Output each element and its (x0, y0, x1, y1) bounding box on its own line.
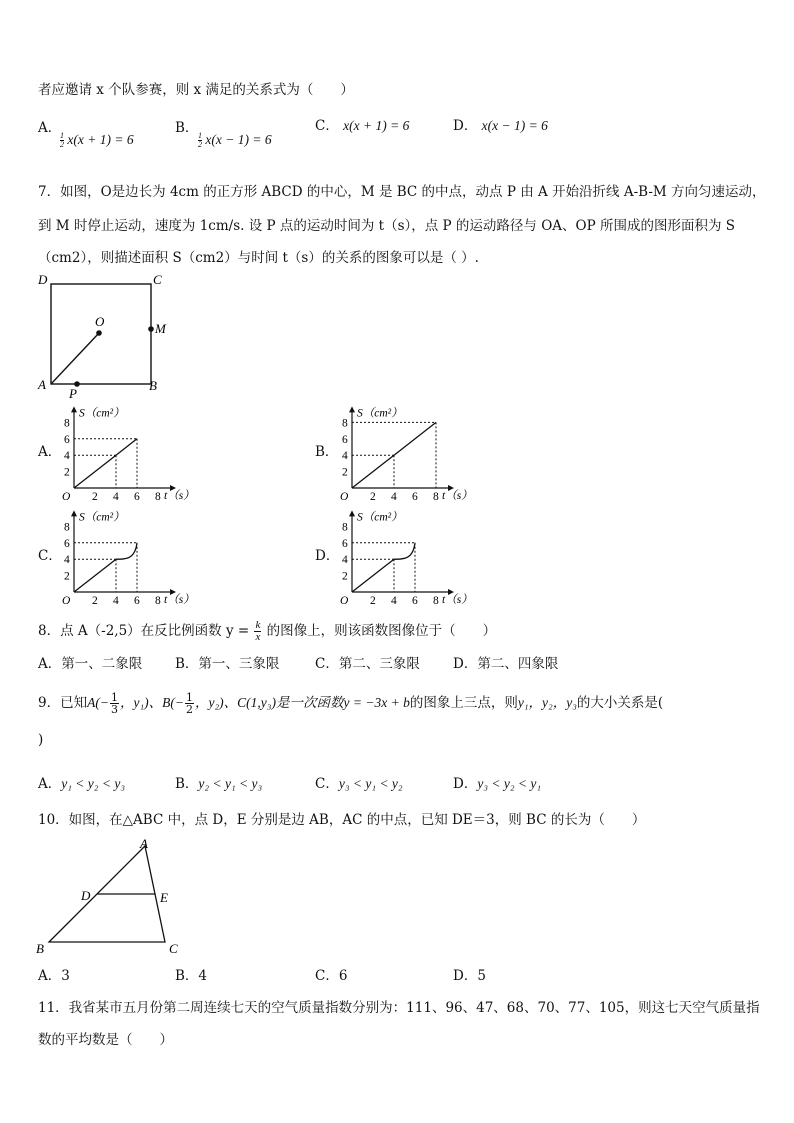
x-tick-label-2: 2 (370, 491, 376, 503)
origin-label: O (340, 595, 349, 607)
y-axis-arrow (71, 510, 77, 516)
y-tick-label-4: 4 (342, 450, 348, 463)
q10-stem: 10．如图，在△ABC 中，点 D，E 分别是边 AB，AC 的中点，已知 DE＝3，则 BC 的长为（ ） (38, 812, 646, 828)
q6-option-d-expr: x(x − 1) = 6 (481, 118, 548, 133)
q11-line-2: 数的平均数是（ ） (38, 1032, 173, 1048)
y-tick-label-2: 2 (64, 570, 70, 583)
q6-option-b-letter: B． (175, 120, 199, 136)
x-axis-label: t（s） (164, 490, 195, 502)
series-line-curve (394, 543, 415, 559)
y-tick-label-8: 8 (342, 417, 348, 430)
x-tick-label-8: 8 (155, 491, 161, 503)
q9-option-d: D．y₃ < y₂ < y₁ (453, 776, 542, 792)
label-d: D (38, 272, 48, 287)
x-axis-label: t（s） (442, 594, 473, 606)
q6-option-a-expr: $\frac{1}{2}$ x(x + 1) = 6 (60, 131, 134, 150)
label-a: A (38, 377, 46, 392)
q10-option-d: D．5 (453, 968, 486, 984)
q9-close-paren: ) (38, 732, 44, 748)
q6-stem-tail: 者应邀请 x 个队参赛，则 x 满足的关系式为（ ） (38, 82, 354, 98)
q8-fraction: $\frac{k}{x}$ (255, 619, 261, 643)
q7-line-2: 到 M 时停止运动，速度为 1cm/s. 设 P 点的运动时间为 t（s），点 P 的运动路径与 OA、OP 所围成的图形面积为 S (38, 218, 736, 234)
q6-option-d-letter: D． (453, 118, 478, 134)
y-tick-label-8: 8 (64, 417, 70, 430)
q9-option-a: A．y₁ < y₂ < y₃ (38, 776, 126, 792)
label-e: E (160, 890, 168, 905)
q10-triangle-figure (36, 836, 196, 962)
y-tick-label-6: 6 (64, 537, 70, 550)
label-b: B (36, 941, 44, 956)
y-tick-label-8: 8 (64, 521, 70, 534)
q7-graph-d (334, 500, 484, 610)
segment-oa (51, 333, 99, 384)
x-tick-label-4: 4 (391, 491, 397, 503)
q7-line-3: （cm2），则描述面积 S（cm2）与时间 t（s）的关系的图象可以是（ ）. (38, 250, 479, 266)
label-c: C (169, 941, 178, 956)
q6-option-c (315, 118, 409, 134)
y-tick-label-4: 4 (342, 554, 348, 567)
q9-option-c: C．y₃ < y₁ < y₂ (315, 776, 403, 792)
y-tick-label-6: 6 (342, 537, 348, 550)
y-axis-label: S（cm²） (357, 511, 403, 524)
origin-label: O (340, 491, 349, 503)
x-tick-label-6: 6 (412, 491, 418, 503)
q8-stem (38, 620, 496, 643)
q7-graph-b (334, 396, 484, 506)
x-tick-label-8: 8 (433, 595, 439, 607)
x-tick-label-4: 4 (391, 595, 397, 607)
q7-option-a-letter: A． (38, 444, 62, 460)
y-tick-label-4: 4 (64, 450, 70, 463)
x-tick-label-2: 2 (92, 491, 98, 503)
label-b: B (149, 378, 157, 393)
label-m: M (155, 321, 166, 336)
y-tick-label-6: 6 (64, 433, 70, 446)
origin-label: O (62, 491, 71, 503)
point-o (96, 330, 102, 336)
x-axis-label: t（s） (442, 490, 473, 502)
y-tick-label-2: 2 (64, 466, 70, 479)
x-tick-label-2: 2 (92, 595, 98, 607)
q8-option-b: B．第一、三象限 (175, 656, 280, 672)
q6-option-c-expr: x(x + 1) = 6 (343, 118, 410, 133)
y-axis-label: S（cm²） (79, 407, 125, 420)
series-line-curve (116, 543, 137, 559)
q7-option-c-letter: C． (38, 548, 62, 564)
q8-option-c: C．第二、三象限 (315, 656, 420, 672)
q11-line-1: 11．我省某市五月份第二周连续七天的空气质量指数分别为：111、96、47、68、70、77、105，则这七天空气质量指 (38, 1000, 760, 1016)
q7-square-figure (36, 272, 176, 398)
q9-option-b: B．y₂ < y₁ < y₃ (175, 776, 263, 792)
q7-option-d-letter: D． (315, 548, 340, 564)
x-axis-label: t（s） (164, 594, 195, 606)
q9-stem: 9．已知A(− $\frac{1}{3}$ ，y₁)、B(− $\frac{1}{2}$ ，y₂)、C(1,y₃)是一次函数y = −3x + b的图象上三点，则y₁，y₂，y₃的大小关系是( (38, 691, 664, 716)
x-tick-label-6: 6 (134, 491, 140, 503)
q6-option-a-letter: A． (38, 120, 62, 136)
q6-option-a (38, 120, 61, 136)
q6-option-b-expr: $\frac{1}{2}$ x(x − 1) = 6 (198, 131, 272, 150)
q7-graph-a (56, 396, 206, 506)
x-tick-label-6: 6 (134, 595, 140, 607)
y-axis-arrow (71, 406, 77, 412)
y-tick-label-2: 2 (342, 466, 348, 479)
q10-option-a: A．3 (38, 968, 70, 984)
q7-graph-c (56, 500, 206, 610)
label-a: A (140, 836, 148, 851)
y-axis-label: S（cm²） (79, 511, 125, 524)
q7-option-b-letter: B． (315, 444, 339, 460)
y-axis-arrow (349, 406, 355, 412)
q8-option-a: A．第一、二象限 (38, 656, 143, 672)
y-axis-label: S（cm²） (357, 407, 403, 420)
x-tick-label-6: 6 (412, 595, 418, 607)
x-tick-label-2: 2 (370, 595, 376, 607)
series-line-linear (352, 559, 394, 592)
q10-option-b: B．4 (175, 968, 208, 984)
label-c: C (153, 272, 162, 287)
y-tick-label-2: 2 (342, 570, 348, 583)
series-line-linear (74, 559, 116, 592)
q7-line-1: 7．如图，O是边长为 4cm 的正方形 ABCD 的中心，M 是 BC 的中点，动点 P 由 A 开始沿折线 A-B-M 方向匀速运动， (38, 184, 766, 200)
q6-option-b (175, 120, 198, 136)
x-tick-label-8: 8 (155, 595, 161, 607)
q8-stem-a: 8．点 A（-2,5）在反比例函数 y = (38, 623, 250, 639)
y-tick-label-4: 4 (64, 554, 70, 567)
label-o: O (95, 314, 105, 329)
x-tick-label-4: 4 (113, 595, 119, 607)
point-m (148, 326, 154, 332)
label-p: P (69, 386, 77, 398)
q8-option-d: D．第二、四象限 (453, 656, 559, 672)
q6-option-d (453, 118, 548, 134)
y-axis-arrow (349, 510, 355, 516)
series-line (74, 439, 137, 488)
label-d: D (81, 888, 91, 903)
x-tick-label-4: 4 (113, 491, 119, 503)
q10-option-c: C．6 (315, 968, 348, 984)
q6-option-c-letter: C． (315, 118, 339, 134)
y-tick-label-6: 6 (342, 433, 348, 446)
q8-stem-b: 的图像上，则该函数图像位于（ ） (266, 623, 497, 639)
origin-label: O (62, 595, 71, 607)
y-tick-label-8: 8 (342, 521, 348, 534)
x-tick-label-8: 8 (433, 491, 439, 503)
